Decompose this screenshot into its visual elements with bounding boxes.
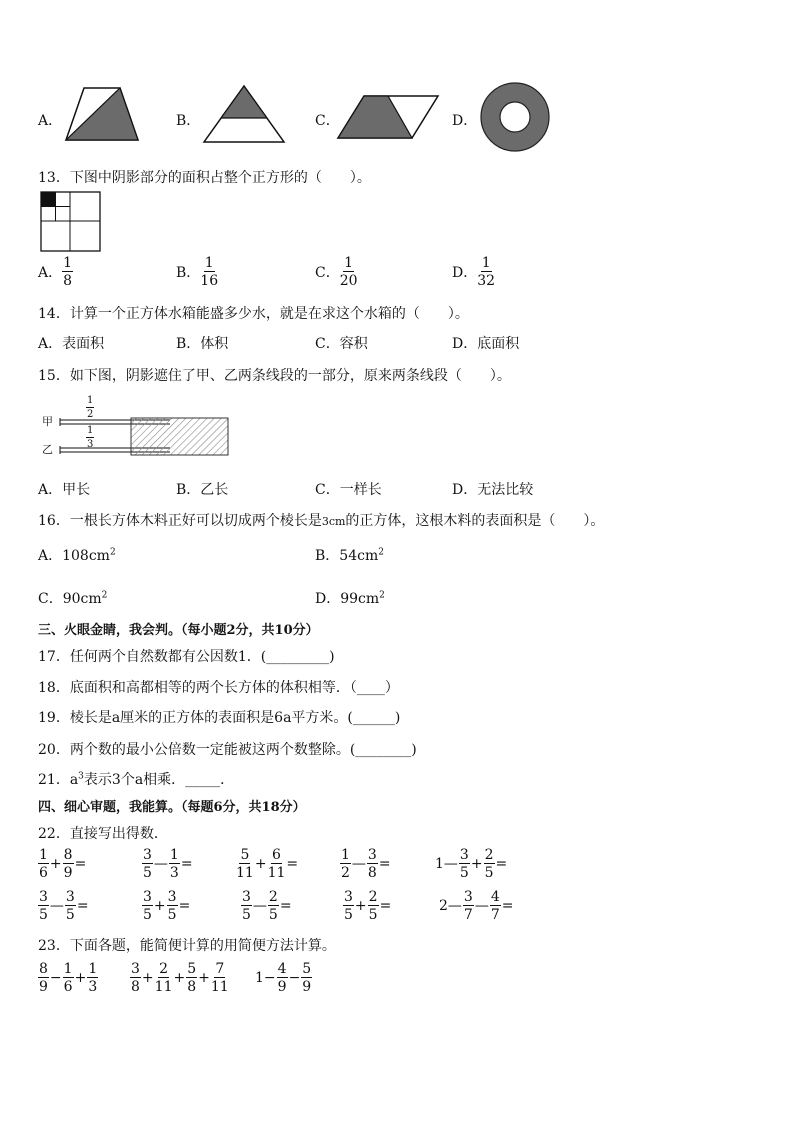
fraction: [63, 962, 74, 994]
fraction: [241, 890, 252, 922]
fraction: [142, 890, 153, 922]
q15-option-c[interactable]: C．一样长: [315, 482, 382, 498]
denominator: 7: [463, 907, 473, 923]
fraction: [459, 848, 470, 880]
operator: +: [153, 898, 166, 914]
q15-label-yi: 乙: [42, 443, 53, 456]
denominator: 3: [169, 865, 179, 881]
operator: +: [198, 970, 210, 986]
operator: +: [254, 856, 267, 872]
q22-expression: [340, 848, 392, 880]
denominator: 6: [63, 979, 73, 995]
q23-expression: [130, 962, 229, 994]
q22-expression: [38, 890, 90, 922]
numerator: 3: [167, 889, 177, 905]
q13-square-figure: [40, 191, 102, 253]
denominator: 9: [302, 979, 312, 995]
q16-option-a[interactable]: A．$108cm^2$: [38, 547, 116, 564]
numerator: 1: [63, 961, 73, 977]
numerator: 3: [143, 889, 152, 905]
fraction: [87, 962, 98, 994]
q15-segments-figure: [38, 396, 268, 460]
fraction: [490, 890, 501, 922]
fraction: [343, 890, 354, 922]
equals-sign: =: [495, 856, 508, 872]
fraction: [268, 890, 279, 922]
fraction: [142, 848, 153, 880]
denominator: 11: [236, 865, 254, 881]
q13-option-d[interactable]: D． $\frac{1}{32}$: [452, 255, 496, 289]
denominator: 5: [167, 907, 177, 923]
numerator: 2: [159, 961, 169, 977]
numerator: 2: [368, 889, 378, 905]
q15-fraction-half: $\frac{1}{2}$: [87, 395, 94, 420]
q22-expression: [236, 848, 299, 880]
q13-option-c[interactable]: C． $\frac{1}{20}$: [315, 255, 358, 289]
q12-option-b[interactable]: B．: [176, 113, 201, 129]
q16-option-b[interactable]: B．$54cm^2$: [315, 547, 384, 564]
numerator: 5: [302, 961, 312, 977]
numerator: 8: [63, 847, 73, 863]
q12-option-d[interactable]: D．: [452, 113, 478, 129]
numerator: 8: [39, 961, 48, 977]
q19-text: 19．棱长是a厘米的正方体的表面积是6a平方米。(______): [38, 710, 401, 726]
q14-option-d[interactable]: D．底面积: [452, 336, 520, 352]
q23-expression: [38, 962, 98, 994]
denominator: 5: [65, 907, 75, 923]
denominator: 5: [268, 907, 278, 923]
numerator: 3: [39, 889, 48, 905]
denominator: 8: [367, 865, 377, 881]
q12-option-c[interactable]: C．: [315, 113, 340, 129]
fraction: [463, 890, 474, 922]
fraction: [38, 890, 49, 922]
q17-text: 17．任何两个自然数都有公因数1．(_________): [38, 649, 335, 665]
operator: +: [354, 898, 367, 914]
lead-term: 2—: [439, 898, 462, 914]
q12-option-a[interactable]: A．: [38, 113, 63, 129]
q18-text: 18．底面积和高都相等的两个长方体的体积相等．（____）: [38, 680, 399, 696]
denominator: 6: [39, 865, 48, 881]
numerator: 3: [367, 847, 377, 863]
lead-term: 1−: [255, 970, 276, 986]
operator: +: [49, 856, 62, 872]
equals-sign: =: [379, 898, 392, 914]
section-4-heading: 四、细心审题，我能算。（每题6分，共18分）: [38, 800, 306, 815]
numerator: 1: [169, 847, 179, 863]
operator: +: [74, 970, 87, 986]
q16-option-c[interactable]: C．$90cm^2$: [38, 590, 108, 607]
q12-figure-b-triangle: [202, 84, 286, 144]
section-3-heading: 三、火眼金睛，我会判。（每小题2分，共10分）: [38, 623, 319, 638]
denominator: 11: [154, 979, 173, 995]
operator: —: [474, 898, 489, 914]
numerator: 6: [272, 847, 281, 863]
q15-option-b[interactable]: B．乙长: [176, 482, 229, 498]
fraction: [38, 848, 49, 880]
fraction: [340, 848, 351, 880]
denominator: 2: [341, 865, 350, 881]
equals-sign: =: [76, 898, 89, 914]
fraction: [167, 890, 178, 922]
q22-expression: [241, 890, 293, 922]
denominator: 3: [88, 979, 98, 995]
equals-sign: =: [178, 898, 191, 914]
denominator: 5: [368, 907, 378, 923]
fraction: [484, 848, 495, 880]
q21-text: 21．$a^3$表示3个a相乘．_____．: [38, 771, 235, 788]
q22-expression: [434, 848, 508, 880]
denominator: 5: [344, 907, 353, 923]
operator: +: [173, 970, 186, 986]
fraction: [155, 962, 173, 994]
equals-sign: =: [180, 856, 193, 872]
lead-term: 1—: [435, 856, 458, 872]
q15-option-d[interactable]: D．无法比较: [452, 482, 534, 498]
q14-option-a[interactable]: A．表面积: [38, 336, 105, 352]
q14-option-b[interactable]: B．体积: [176, 336, 229, 352]
numerator: 1: [39, 847, 48, 863]
operator: —: [351, 856, 366, 872]
q15-label-jia: 甲: [42, 415, 53, 428]
q13-option-b[interactable]: B． $\frac{1}{16}$: [176, 255, 219, 289]
numerator: 3: [131, 961, 140, 977]
numerator: 4: [490, 889, 500, 905]
fraction: [186, 962, 197, 994]
numerator: 3: [143, 847, 152, 863]
denominator: 5: [484, 865, 494, 881]
equals-sign: =: [279, 898, 292, 914]
q12-figure-a-trapezoid: [64, 86, 140, 142]
fraction: [367, 848, 378, 880]
fraction: [211, 962, 229, 994]
fraction: [65, 890, 76, 922]
q16-option-d[interactable]: D．$99cm^2$: [315, 590, 385, 607]
fraction: [38, 962, 49, 994]
numerator: 3: [344, 889, 353, 905]
numerator: 1: [88, 961, 98, 977]
denominator: 5: [39, 907, 48, 923]
fraction: [130, 962, 141, 994]
denominator: 5: [459, 865, 469, 881]
q22-expression: [142, 848, 194, 880]
denominator: 5: [143, 865, 152, 881]
fraction: [268, 848, 286, 880]
numerator: 2: [484, 847, 494, 863]
q13-text: 13．下图中阴影部分的面积占整个正方形的（ ）。: [38, 170, 371, 186]
numerator: 5: [240, 847, 250, 863]
equals-sign: =: [378, 856, 391, 872]
q15-text: 15．如下图，阴影遮住了甲、乙两条线段的一部分，原来两条线段（ ）。: [38, 368, 511, 384]
operator: −: [49, 970, 62, 986]
q12-figure-d-ring: [478, 82, 552, 152]
q23-expression: [254, 962, 312, 994]
operator: −: [288, 970, 301, 986]
denominator: 9: [39, 979, 48, 995]
q14-option-c[interactable]: C．容积: [315, 336, 368, 352]
q22-text: 22．直接写出得数．: [38, 826, 168, 842]
q15-fraction-third: $\frac{1}{3}$: [87, 425, 94, 450]
equals-sign: =: [286, 856, 299, 872]
q22-expression: [343, 890, 392, 922]
q14-text: 14．计算一个正方体水箱能盛多少水，就是在求这个水箱的（ ）。: [38, 306, 469, 322]
denominator: 9: [63, 865, 73, 881]
q15-option-a[interactable]: A．甲长: [38, 482, 91, 498]
q23-text: 23．下面各题，能简便计算的用简便方法计算。: [38, 938, 336, 954]
numerator: 7: [215, 961, 225, 977]
numerator: 3: [463, 889, 473, 905]
denominator: 11: [210, 979, 229, 995]
denominator: 11: [267, 865, 286, 881]
operator: +: [470, 856, 483, 872]
fraction: [301, 962, 312, 994]
numerator: 3: [459, 847, 469, 863]
numerator: 2: [268, 889, 278, 905]
denominator: 5: [143, 907, 152, 923]
denominator: 9: [277, 979, 287, 995]
q12-figure-c-parallelogram: [336, 94, 440, 140]
q22-expression: [142, 890, 191, 922]
numerator: 1: [341, 847, 350, 863]
numerator: 4: [277, 961, 287, 977]
fraction: [277, 962, 288, 994]
equals-sign: =: [74, 856, 87, 872]
denominator: 8: [187, 979, 197, 995]
q16-text: 16．一根长方体木料正好可以切成两个棱长是3cm的正方体，这根木料的表面积是（ ）。: [38, 513, 605, 529]
numerator: 3: [65, 889, 75, 905]
operator: —: [252, 898, 267, 914]
q20-text: 20．两个数的最小公倍数一定能被这两个数整除。(________): [38, 742, 417, 758]
q13-option-a[interactable]: A． $\frac{1}{8}$: [38, 255, 73, 289]
q22-expression: [38, 848, 87, 880]
equals-sign: =: [501, 898, 514, 914]
operator: —: [153, 856, 168, 872]
fraction: [169, 848, 180, 880]
fraction: [236, 848, 254, 880]
denominator: 7: [490, 907, 500, 923]
numerator: 3: [242, 889, 251, 905]
operator: +: [141, 970, 154, 986]
denominator: 8: [131, 979, 140, 995]
fraction: [63, 848, 74, 880]
q22-expression: [438, 890, 515, 922]
denominator: 5: [242, 907, 251, 923]
numerator: 5: [187, 961, 197, 977]
fraction: [368, 890, 379, 922]
operator: —: [49, 898, 64, 914]
